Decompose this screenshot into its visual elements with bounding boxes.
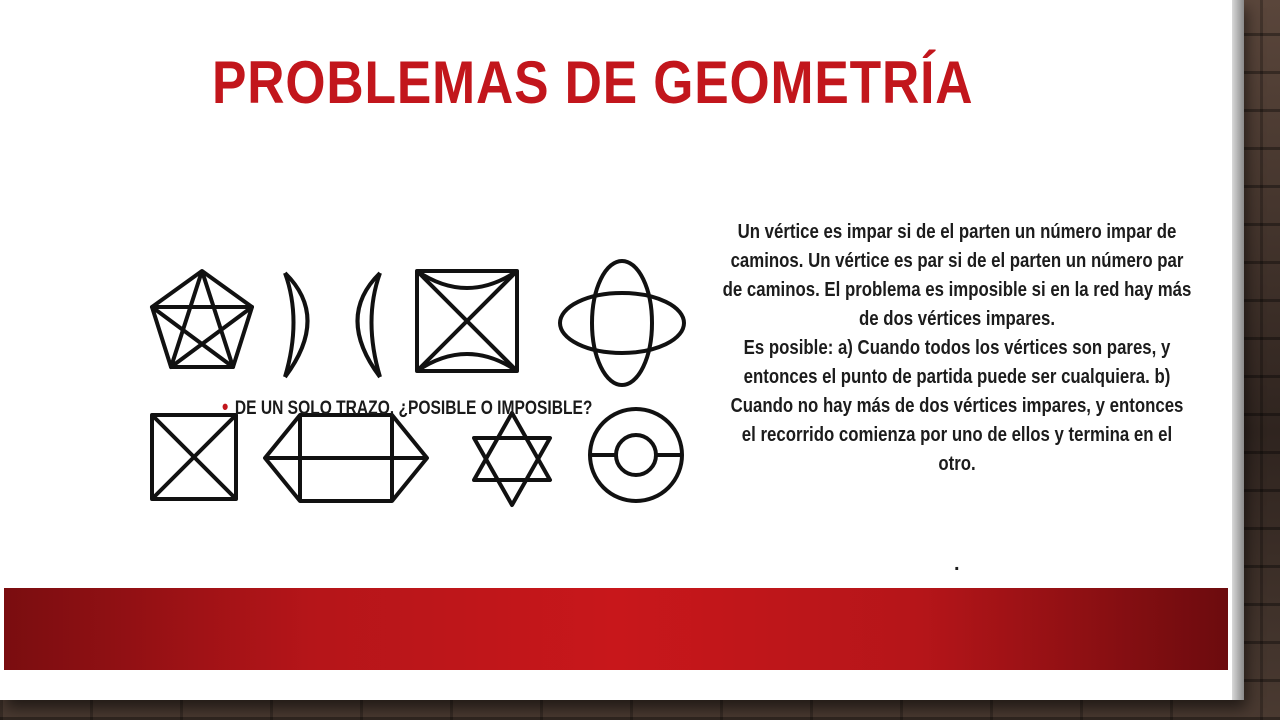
bullet-text: DE UN SOLO TRAZO, ¿POSIBLE O IMPOSIBLE? [234, 398, 593, 419]
hexagon-figure [265, 415, 427, 501]
explanation-paragraph-2: Es posible: a) Cuando todos los vértices son pares, y entonces el punto de partida puede ser cualquiera. b) Cuando no hay más de dos vértices impares, y entonces el recorrido comienza por uno de ellos y termina en el otro. [730, 337, 1184, 475]
bullet-marker: • [222, 394, 229, 419]
trailing-dot: . [954, 553, 960, 575]
footer-band [4, 588, 1228, 670]
star-of-david-figure [474, 413, 550, 505]
square-loops-figure [417, 271, 517, 371]
crescents-figure [285, 273, 380, 377]
explanation-paragraph-1: Un vértice es impar si de el parten un número impar de caminos. Un vértice es par si de el parten un número par de caminos. El problema es imposible si en la red hay más de dos vértices impares. [722, 221, 1192, 330]
bullet-item [222, 394, 592, 420]
pentagon-star-figure [152, 271, 252, 367]
explanation-text [722, 218, 1192, 479]
square-x-figure [152, 415, 236, 499]
ellipses-figure [560, 261, 684, 385]
slide-title: PROBLEMAS DE GEOMETRÍA [212, 49, 974, 116]
ring-figure [590, 409, 682, 501]
card-edge [1232, 0, 1244, 700]
figures-illustration [140, 255, 700, 515]
